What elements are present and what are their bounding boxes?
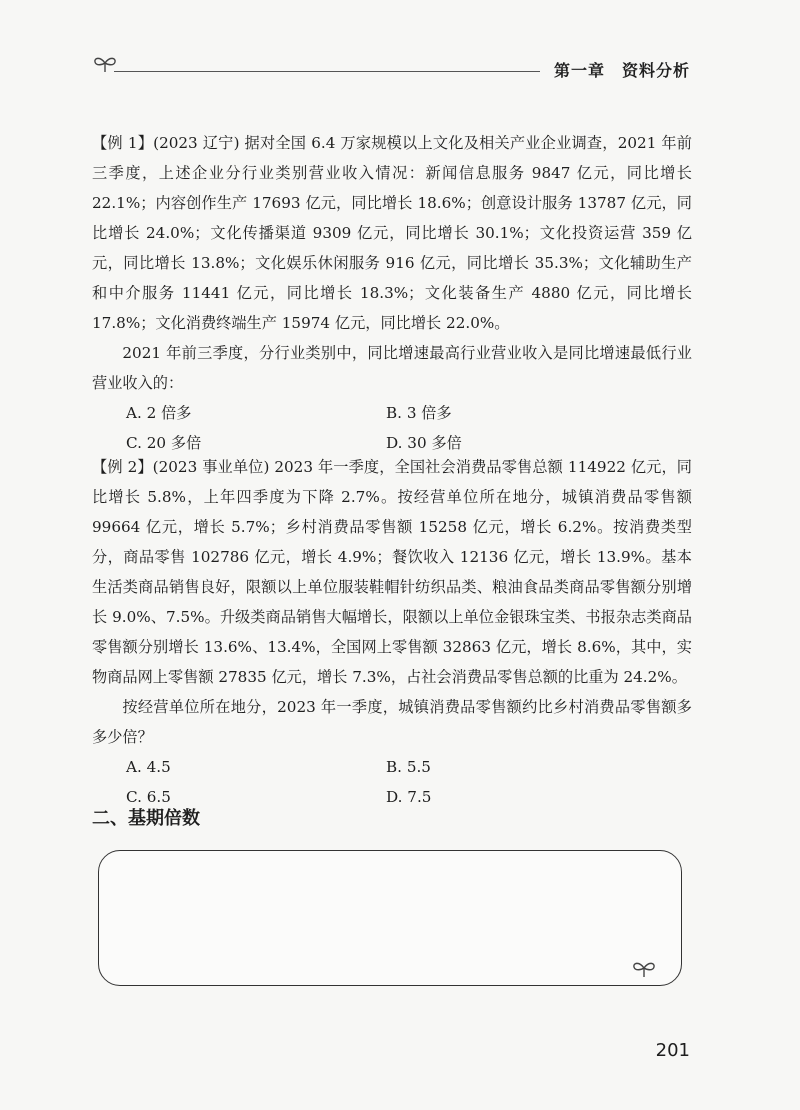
- option-b[interactable]: B. 5.5: [386, 758, 431, 776]
- option-a[interactable]: A. 4.5: [126, 758, 171, 776]
- option-b[interactable]: B. 3 倍多: [386, 404, 452, 422]
- example-2-question: 按经营单位所在地分，2023 年一季度，城镇消费品零售额约比乡村消费品零售额多多少倍？: [92, 698, 692, 746]
- page-header: [92, 52, 690, 92]
- header-rule: [114, 71, 540, 72]
- notes-box[interactable]: [98, 850, 682, 986]
- section-heading: 二、基期倍数: [92, 808, 200, 829]
- example-2: [92, 452, 692, 812]
- example-1-options: [92, 398, 692, 458]
- option-d[interactable]: D. 7.5: [386, 788, 432, 806]
- example-1: [92, 128, 692, 458]
- example-1-paragraph: 【例 1】(2023 辽宁) 据对全国 6.4 万家规模以上文化及相关产业企业调查，2021 年前三季度，上述企业分行业类别营业收入情况：新闻信息服务 9847 亿元，同比增长 22.1%；内容创作生产 17693 亿元，同比增长 18.6%；创意设计服务 13787 亿元，同比增长 24.0%；文化传播渠道 9309 亿元，同比增长 30.1%；文化投资运营 359 亿元，同比增长 13.8%；文化娱乐休闲服务 916 亿元，同比增长 35.3%；文化辅助生产和中介服务 11441 亿元，同比增长 18.3%；文化装备生产 4880 亿元，同比增长 17.8%；文化消费终端生产 15974 亿元，同比增长 22.0%。: [92, 134, 692, 332]
- example-2-paragraph: 【例 2】(2023 事业单位) 2023 年一季度，全国社会消费品零售总额 114922 亿元，同比增长 5.8%，上年四季度为下降 2.7%。按经营单位所在地分，城镇消费品零售额 99664 亿元，增长 5.7%；乡村消费品零售额 15258 亿元，增长 6.2%。按消费类型分，商品零售 102786 亿元，增长 4.9%；餐饮收入 12136 亿元，增长 13.9%。基本生活类商品销售良好，限额以上单位服装鞋帽针纺织品类、粮油食品类商品零售额分别增长 9.0%、7.5%。升级类商品销售大幅增长，限额以上单位金银珠宝类、书报杂志类商品零售额分别增长 13.6%、13.4%，全国网上零售额 32863 亿元，增长 8.6%，其中，实物商品网上零售额 27835 亿元，增长 7.3%，占社会消费品零售总额的比重为 24.2%。: [92, 458, 692, 686]
- example-1-question: 2021 年前三季度，分行业类别中，同比增速最高行业营业收入是同比增速最低行业营业收入的：: [92, 344, 692, 392]
- page-number: 201: [655, 1040, 690, 1061]
- option-c[interactable]: C. 20 多倍: [126, 434, 202, 452]
- option-c[interactable]: C. 6.5: [126, 788, 171, 806]
- option-d[interactable]: D. 30 多倍: [386, 434, 462, 452]
- sprout-icon: [631, 959, 657, 979]
- chapter-title: 第一章 资料分析: [553, 61, 690, 80]
- option-a[interactable]: A. 2 倍多: [126, 404, 192, 422]
- example-2-options: [92, 752, 692, 812]
